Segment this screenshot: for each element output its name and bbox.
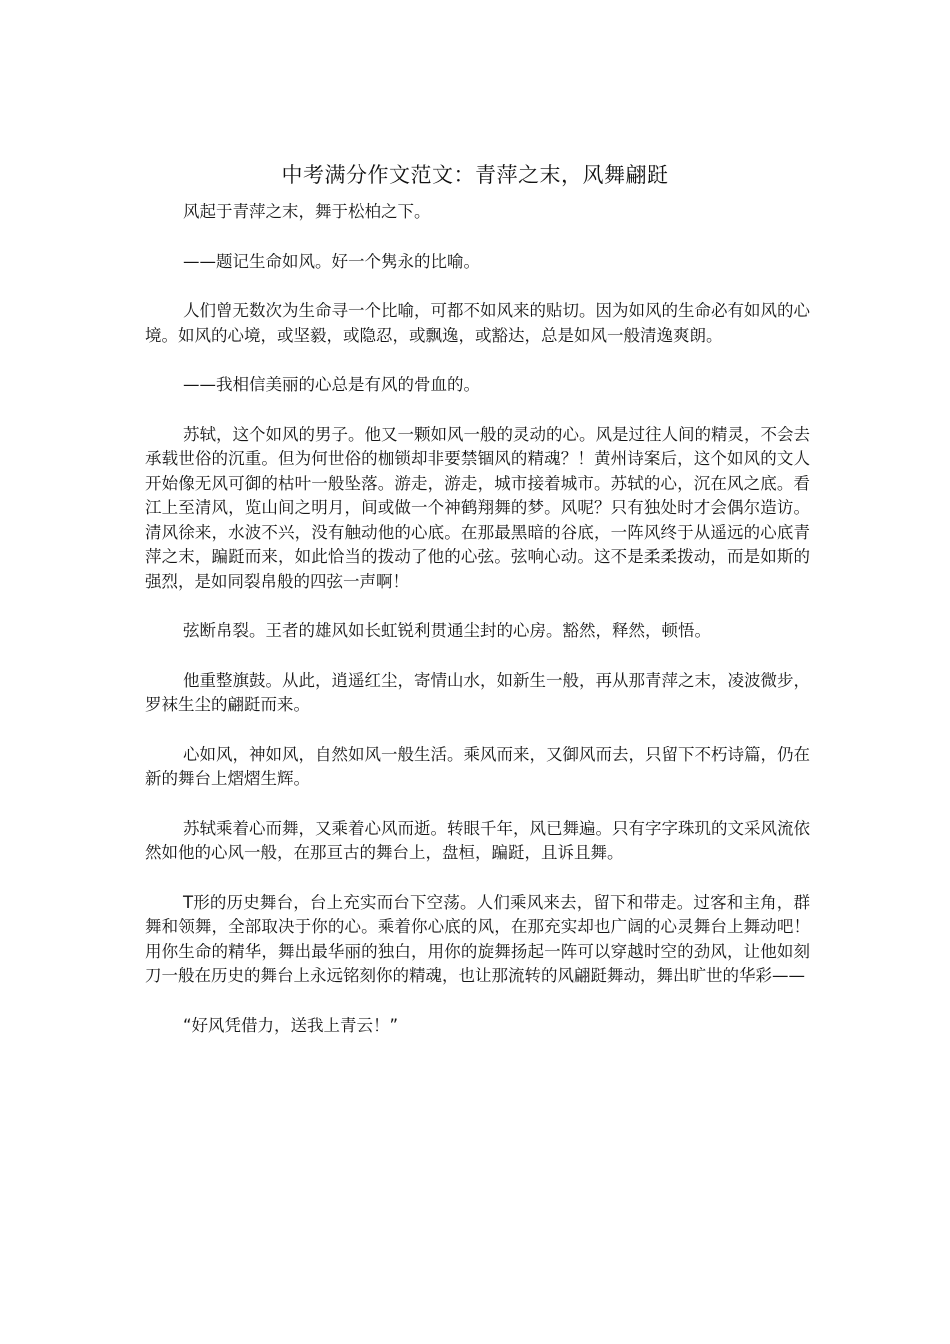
paragraph: 人们曾无数次为生命寻一个比喻，可都不如风来的贴切。因为如风的生命必有如风的心境。如风的心境，或坚毅，或隐忍，或飘逸，或豁达，总是如风一般清逸爽朗。 xyxy=(145,301,810,345)
paragraph: 心如风，神如风，自然如风一般生活。乘风而来，又御风而去，只留下不朽诗篇，仍在新的舞台上熠熠生辉。 xyxy=(145,744,810,788)
paragraph: 苏轼乘着心而舞，又乘着心风而逝。转眼千年，风已舞遍。只有字字珠玑的文采风流依然如他的心风一般，在那亘古的舞台上，盘桓，蹁跹，且诉且舞。 xyxy=(145,818,810,862)
page-title: 中考满分作文范文：青萍之末，风舞翩跹 xyxy=(281,163,669,187)
paragraph-closing-quote: “好风凭借力，送我上青云！” xyxy=(182,1015,399,1035)
paragraph-inscription: ——题记生命如风。好一个隽永的比喻。 xyxy=(182,251,480,271)
paragraph: 苏轼，这个如风的男子。他又一颗如风一般的灵动的心。风是过往人间的精灵，不会去承载世俗的沉重。但为何世俗的枷锁却非要禁锢风的精魂？！黄州诗案后，这个如风的文人开始像无风可御的枯叶一般坠落。游走，游走，城市接着城市。苏轼的心，沉在风之底。看江上至清风，览山间之明月，间或做一个神鹤翔舞的梦。风呢？只有独处时才会偶尔造访。清风徐来，水波不兴，没有触动他的心底。在那最黑暗的谷底，一阵风终于从遥远的心底青萍之末，蹁跹而来，如此恰当的拨动了他的心弦。弦响心动。这不是柔柔拨动，而是如斯的强烈，是如同裂帛般的四弦一声啊！ xyxy=(145,424,810,591)
paragraph-epigraph: 风起于青萍之末，舞于松柏之下。 xyxy=(182,202,431,221)
paragraph: ——我相信美丽的心总是有风的骨血的。 xyxy=(182,375,480,394)
paragraph: 他重整旗鼓。从此，逍遥红尘，寄情山水，如新生一般，再从那青萍之末，凌波微步，罗袜生尘的翩跹而来。 xyxy=(145,670,810,714)
paragraph: 弦断帛裂。王者的雄风如长虹锐利贯通尘封的心房。豁然，释然，顿悟。 xyxy=(182,621,711,640)
paragraph: T形的历史舞台，台上充实而台下空荡。人们乘风来去，留下和带走。过客和主角，群舞和领舞，全部取决于你的心。乘着你心底的风，在那充实却也广阔的心灵舞台上舞动吧！用你生命的精华，舞出最华丽的独白，用你的旋舞扬起一阵可以穿越时空的劲风，让他如刻刀一般在历史的舞台上永远铭刻你的精魂，也让那流转的风翩跹舞动，舞出旷世的华彩—— xyxy=(145,892,810,985)
essay-body xyxy=(145,200,810,1063)
